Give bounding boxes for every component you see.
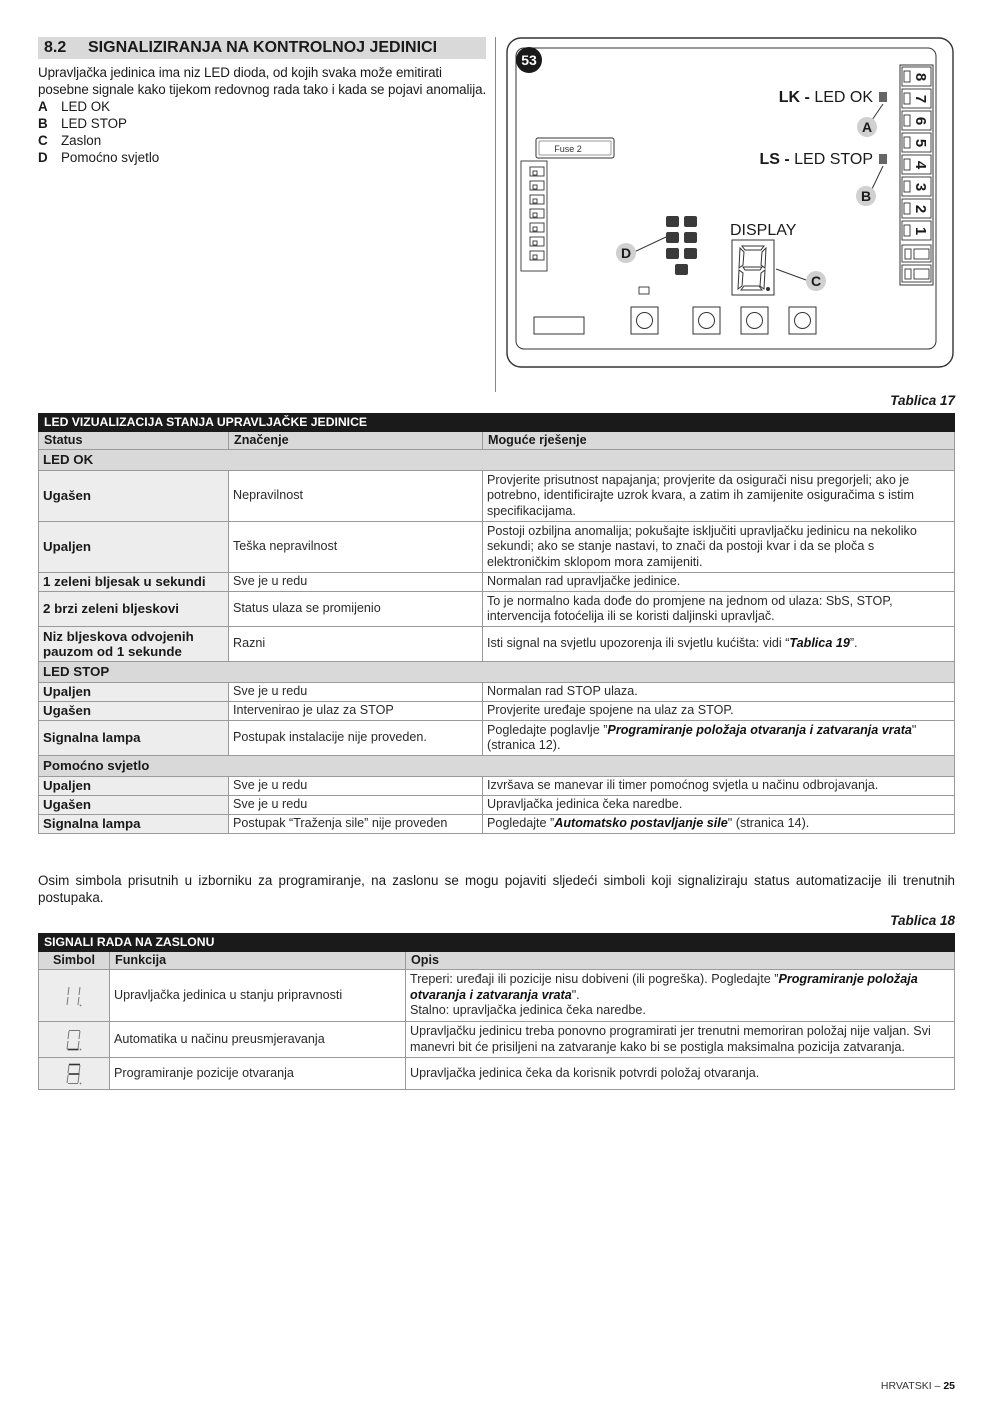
- terminal-number: 2: [912, 204, 930, 214]
- board-slot: [534, 317, 584, 334]
- small-led: [639, 287, 649, 294]
- display-signals-table: [38, 933, 955, 1090]
- intro-text: Upravljačka jedinica ima niz LED dioda, od kojih svaka može emitirati posebne signale kako tijekom redovnog rada tako i kada se pojavi anomalija.: [38, 65, 487, 97]
- terminal-number: 7: [912, 94, 930, 104]
- table-row: 1 zeleni bljesak u sekundi Sve je u redu Normalan rad upravljačke jedinice.: [39, 573, 955, 592]
- table18-title: SIGNALI RADA NA ZASLONU: [39, 934, 955, 952]
- redirect-mode-symbol-icon: [39, 1022, 110, 1058]
- column-header: Opis: [406, 952, 955, 970]
- svg-text:D: D: [620, 245, 632, 261]
- column-header: Moguće rješenje: [483, 432, 955, 450]
- paragraph-text: Osim simbola prisutnih u izborniku za programiranje, na zaslonu se mogu pojaviti sljedeći simboli koji signaliziraju status automatizacije ili trenutnih postupaka.: [38, 873, 955, 905]
- terminal-number: 6: [912, 116, 930, 126]
- opening-position-symbol-icon: [39, 1058, 110, 1090]
- legend-item-b: B LED STOP: [38, 116, 127, 131]
- standby-symbol-icon: [39, 970, 110, 1022]
- terminal-number: 5: [912, 138, 930, 148]
- table17-caption: Tablica 17: [890, 393, 955, 408]
- column-header: Funkcija: [110, 952, 406, 970]
- display-label: DISPLAY: [730, 222, 797, 239]
- legend-item-c: C Zaslon: [38, 133, 102, 148]
- table-row: Signalna lampa Postupak “Traženja sile” nije proveden Pogledajte ”Automatsko postavljanje sile" (stranica 14).: [39, 815, 955, 834]
- legend-item-d: D Pomoćno svjetlo: [38, 150, 160, 165]
- control-unit-figure: [506, 37, 954, 368]
- table18-caption: Tablica 18: [890, 913, 955, 928]
- terminal-number: 4: [912, 160, 930, 170]
- group-led-stop: LED STOP: [39, 662, 955, 683]
- led-status-table: [38, 413, 955, 834]
- table-row: Upaljen Sve je u redu Izvršava se manevar ili timer pomoćnog svjetla u načinu odbrojavanja.: [39, 777, 955, 796]
- terminal-number: 3: [912, 182, 930, 192]
- table-row: Automatika u načinu preusmjeravanja Upravljačku jedinicu treba ponovno programirati jer trenutni memoriran položaj nije valjan. Svi manevri bit će prisiljeni na zatvaranje kako bi se postigla maksimalna pozicija zatvaranja.: [39, 1022, 955, 1058]
- ls-label: LS - LED STOP: [759, 151, 873, 168]
- terminal-block: [900, 65, 933, 285]
- section-title: SIGNALIZIRANJA NA KONTROLNOJ JEDINICI: [88, 39, 438, 56]
- table17-title: LED VIZUALIZACIJA STANJA UPRAVLJAČKE JEDINICE: [39, 414, 955, 432]
- legend-list: [38, 98, 159, 166]
- group-led-ok: LED OK: [39, 450, 955, 471]
- section-number: 8.2: [44, 39, 67, 56]
- fuse-label: Fuse 2: [554, 144, 582, 154]
- table-row: Niz bljeskova odvojenih pauzom od 1 sekunde Razni Isti signal na svjetlu upozorenja ili svjetlu kućišta: vidi “Tablica 19”.: [39, 627, 955, 662]
- terminal-number: 1: [912, 226, 930, 236]
- table-row: Signalna lampa Postupak instalacije nije proveden. Pogledajte poglavlje ”Programiranje položaja otvaranja i zatvaranja vrata" (stranica 12).: [39, 721, 955, 756]
- led-stop: [879, 154, 887, 164]
- page-footer: [881, 1380, 955, 1392]
- table-row: Ugašen Intervenirao je ulaz za STOP Provjerite uređaje spojene na ulaz za STOP.: [39, 702, 955, 721]
- table-row: Upaljen Teška nepravilnost Postoji ozbiljna anomalija; pokušajte isključiti upravljačku jedinicu na nekoliko sekundi; ako se stanje nastavi, to znači da postoji kvar i da se ploča s elektroničkim sklopom mora zamijeniti.: [39, 522, 955, 573]
- column-header: Status: [39, 432, 229, 450]
- table-row: Upaljen Sve je u redu Normalan rad STOP ulaza.: [39, 683, 955, 702]
- lk-label: LK - LED OK: [778, 89, 873, 106]
- column-divider: [495, 37, 496, 392]
- left-connector: [521, 161, 547, 271]
- svg-text:B: B: [860, 188, 872, 204]
- footer-language: HRVATSKI –: [880, 1380, 941, 1392]
- legend-item-a: A LED OK: [38, 99, 111, 114]
- section-heading: [38, 37, 486, 59]
- group-aux-light: Pomoćno svjetlo: [39, 756, 955, 777]
- led-ok: [879, 92, 887, 102]
- svg-text:C: C: [810, 273, 822, 289]
- table-row: 2 brzi zeleni bljeskovi Status ulaza se promijenio To je normalno kada dođe do promjene na jednom od ulaza: SbS, STOP, intervencija fotoćelija ili se koristi daljinski upravljač.: [39, 592, 955, 627]
- terminal-number: 8: [912, 72, 930, 82]
- table-row: Upravljačka jedinica u stanju pripravnosti Treperi: uređaji ili pozicije nisu dobiveni (ili pogreška). Pogledajte ”Programiranje položaja otvaranja i zatvaranja vrata". Stalno: upravljačka jedinica čeka naredbe.: [39, 970, 955, 1022]
- page-number: 25: [943, 1380, 955, 1392]
- control-unit-diagram: [506, 37, 954, 368]
- table-row: Programiranje pozicije otvaranja Upravljačka jedinica čeka da korisnik potvrdi položaj otvaranja.: [39, 1058, 955, 1090]
- table-row: Ugašen Nepravilnost Provjerite prisutnost napajanja; provjerite da osigurači nisu pregorjeli; ako je potrebno, identificirajte uzrok kvara, a zatim ih zamijenite osiguračima s istim specifikacijama.: [39, 471, 955, 522]
- table-row: Ugašen Sve je u redu Upravljačka jedinica čeka naredbe.: [39, 796, 955, 815]
- column-header: Simbol: [39, 952, 110, 970]
- svg-text:A: A: [861, 119, 873, 135]
- column-header: Značenje: [229, 432, 483, 450]
- figure-number: 53: [521, 52, 537, 68]
